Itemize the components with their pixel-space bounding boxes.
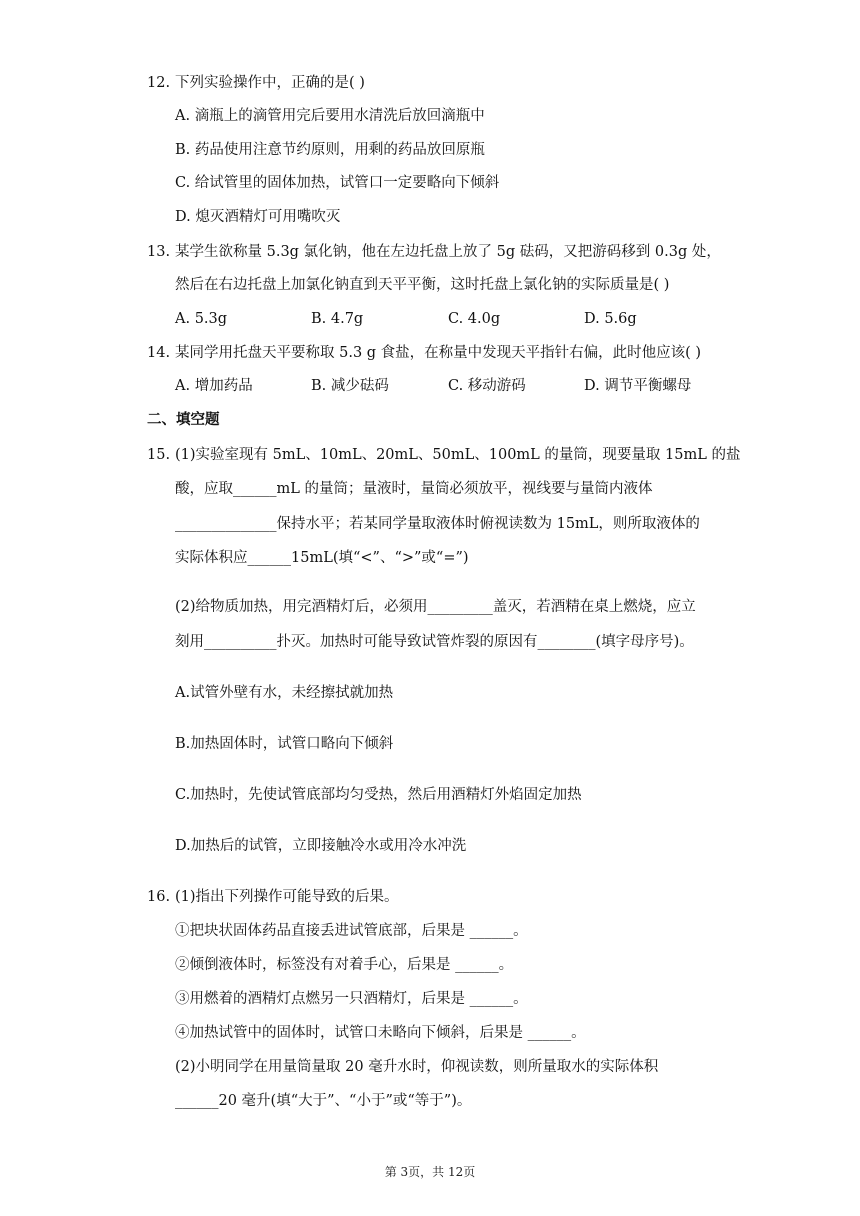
question-15-part1-line2: 酸，应取______mL 的量筒；量液时，量筒必须放平，视线要与量筒内液体 bbox=[175, 481, 653, 497]
question-16-line2: ①把块状固体药品直接丢进试管底部，后果是 ______。 bbox=[175, 923, 528, 939]
question-15-number: 15. bbox=[147, 447, 171, 463]
question-16-line1: (1)指出下列操作可能导致的后果。 bbox=[175, 889, 399, 905]
question-12-option-c: C. 给试管里的固体加热，试管口一定要略向下倾斜 bbox=[175, 175, 500, 191]
section-heading-fill-in: 二、填空题 bbox=[147, 411, 220, 428]
question-15-choice-d: D.加热后的试管，立即接触冷水或用冷水冲洗 bbox=[175, 838, 467, 854]
page-footer: 第 3页，共 12页 bbox=[384, 1165, 476, 1179]
question-13-option-a: A. 5.3g bbox=[175, 311, 228, 327]
question-14-stem: 某同学用托盘天平要称取 5.3 g 食盐，在称量中发现天平指针右偏，此时他应该( ) bbox=[175, 345, 702, 361]
question-15-part1-line4: 实际体积应______15mL(填“<”、“>”或“=”) bbox=[175, 550, 469, 566]
question-14-option-a: A. 增加药品 bbox=[175, 378, 253, 394]
question-13-number: 13. bbox=[147, 244, 171, 260]
question-16-line5: ④加热试管中的固体时，试管口未略向下倾斜，后果是 ______。 bbox=[175, 1025, 586, 1041]
question-15-part2-line1: (2)给物质加热，用完酒精灯后，必须用_________盖灭，若酒精在桌上燃烧，应立 bbox=[175, 599, 696, 615]
question-16-number: 16. bbox=[147, 889, 171, 905]
question-15-part2-line2: 刻用__________扑灭。加热时可能导致试管炸裂的原因有________(填字母序号)。 bbox=[175, 634, 694, 650]
question-15-choice-c: C.加热时，先使试管底部均匀受热，然后用酒精灯外焰固定加热 bbox=[175, 787, 582, 803]
question-13-option-d: D. 5.6g bbox=[584, 311, 637, 327]
question-12-stem: 下列实验操作中，正确的是( ) bbox=[175, 75, 365, 91]
question-16-line6: (2)小明同学在用量筒量取 20 毫升水时，仰视读数，则所量取水的实际体积 bbox=[175, 1059, 659, 1075]
question-16-line3: ②倾倒液体时，标签没有对着手心，后果是 ______。 bbox=[175, 957, 514, 973]
question-13-option-c: C. 4.0g bbox=[448, 311, 501, 327]
question-14-number: 14. bbox=[147, 345, 171, 361]
question-15-choice-a: A.试管外壁有水，未经擦拭就加热 bbox=[175, 685, 394, 701]
question-12-number: 12. bbox=[147, 75, 171, 91]
question-14-option-d: D. 调节平衡螺母 bbox=[584, 378, 692, 394]
question-12-option-a: A. 滴瓶上的滴管用完后要用水清洗后放回滴瓶中 bbox=[175, 108, 485, 124]
question-16-line7: ______20 毫升(填“大于”、“小于”或“等于”)。 bbox=[175, 1093, 472, 1109]
question-13-stem-line1: 某学生欲称量 5.3g 氯化钠，他在左边托盘上放了 5g 砝码，又把游码移到 0.3g 处， bbox=[175, 244, 721, 260]
question-13-option-b: B. 4.7g bbox=[311, 311, 364, 327]
question-13-stem-line2: 然后在右边托盘上加氯化钠直到天平平衡，这时托盘上氯化钠的实际质量是( ) bbox=[175, 277, 670, 293]
question-15-part1-line1: (1)实验室现有 5mL、10mL、20mL、50mL、100mL 的量筒，现要量取 15mL 的盐 bbox=[175, 447, 741, 463]
question-16-line4: ③用燃着的酒精灯点燃另一只酒精灯，后果是 ______。 bbox=[175, 991, 528, 1007]
question-15-choice-b: B.加热固体时，试管口略向下倾斜 bbox=[175, 736, 394, 752]
question-14-option-c: C. 移动游码 bbox=[448, 378, 526, 394]
question-12-option-b: B. 药品使用注意节约原则，用剩的药品放回原瓶 bbox=[175, 142, 485, 158]
question-12-option-d: D. 熄灭酒精灯可用嘴吹灭 bbox=[175, 209, 341, 225]
question-14-option-b: B. 减少砝码 bbox=[311, 378, 389, 394]
question-15-part1-line3: ______________保持水平；若某同学量取液体时俯视读数为 15mL，则所取液体的 bbox=[175, 516, 700, 532]
